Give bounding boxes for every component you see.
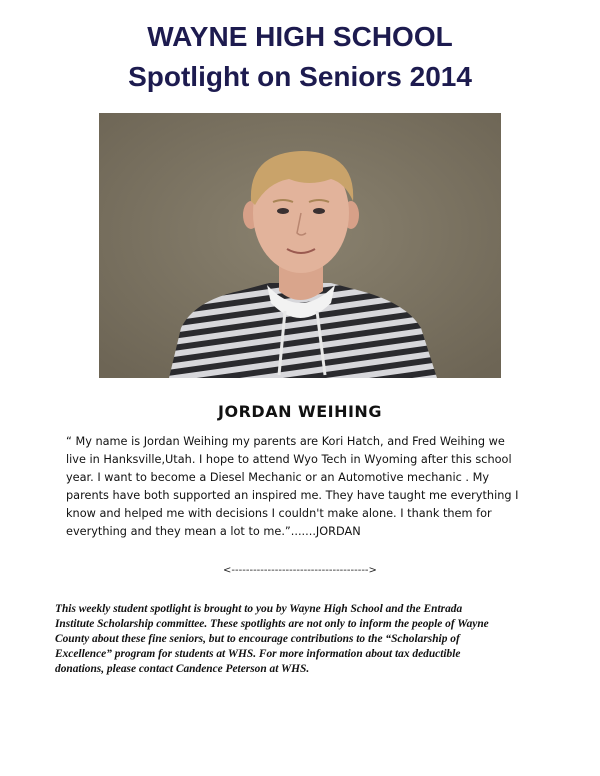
student-name: JORDAN WEIHING <box>218 402 382 421</box>
footer-line: County about these fine seniors, but to encourage contributions to the “Scholarship of <box>55 633 460 645</box>
footer-line: donations, please contact Candence Peterson at WHS. <box>55 663 310 675</box>
student-photo <box>99 113 501 378</box>
quote-line: parents have both supported an inspired me. They have taught me everything I <box>66 489 519 502</box>
sponsor-note <box>55 602 555 677</box>
section-divider: <--------------------------------------> <box>223 565 377 576</box>
student-quote <box>66 433 552 541</box>
footer-line: Excellence” program for students at WHS. For more information about tax deductible <box>55 648 461 660</box>
quote-line: live in Hanksville,Utah. I hope to attend Wyo Tech in Wyoming after this school <box>66 453 512 466</box>
quote-line: know and helped me with decisions I couldn't make alone. I thank them for <box>66 507 492 520</box>
footer-line: Institute Scholarship committee. These spotlights are not only to inform the people of Wayne <box>55 618 489 630</box>
quote-line: “ My name is Jordan Weihing my parents are Kori Hatch, and Fred Weihing we <box>66 435 505 448</box>
quote-line: everything and they mean a lot to me.”.......JORDAN <box>66 525 361 538</box>
school-name: WAYNE HIGH SCHOOL <box>147 21 453 52</box>
quote-line: year. I want to become a Diesel Mechanic or an Automotive mechanic . My <box>66 471 490 484</box>
page-subtitle: Spotlight on Seniors 2014 <box>128 61 472 92</box>
footer-line: This weekly student spotlight is brought to you by Wayne High School and the Entrada <box>55 603 463 615</box>
